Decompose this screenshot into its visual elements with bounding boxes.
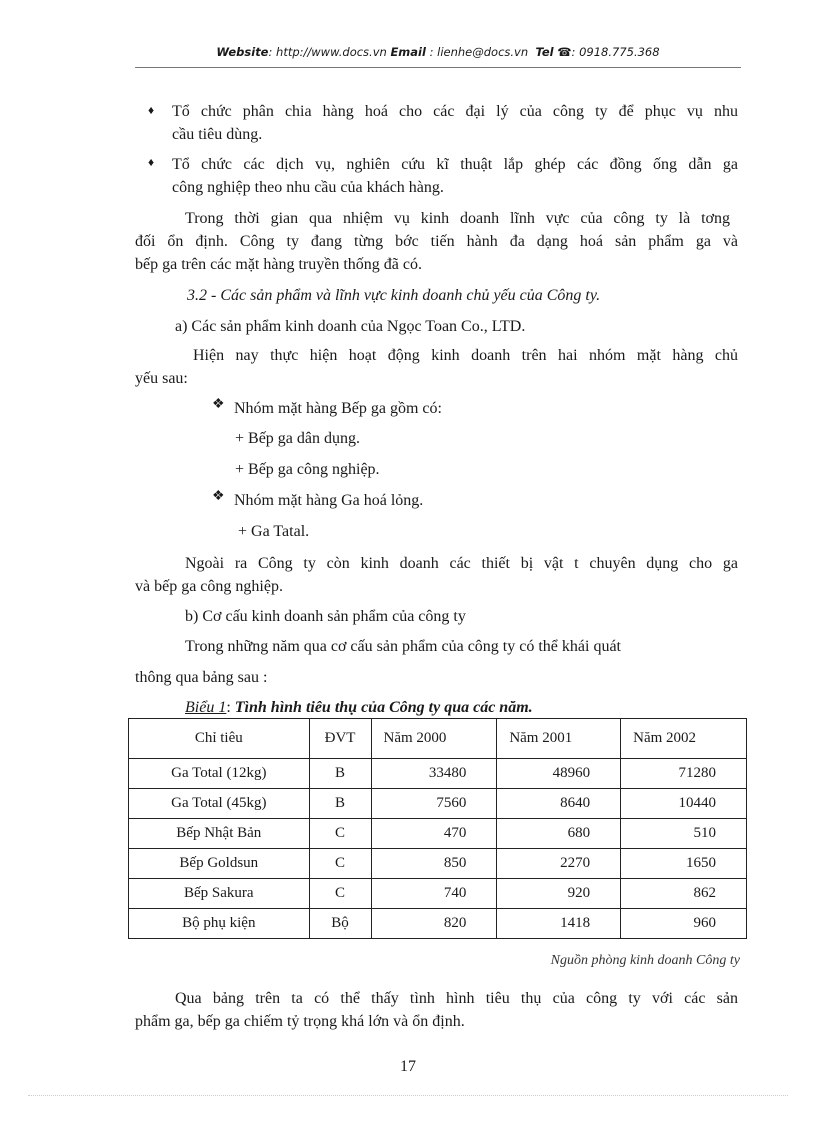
table-cell: 740 xyxy=(371,879,497,909)
diamond-cluster-icon: ❖ xyxy=(212,489,225,504)
phone-icon: ☎ xyxy=(557,45,572,59)
table-cell: 71280 xyxy=(621,759,747,789)
table-cell: 1418 xyxy=(497,909,621,939)
table-row xyxy=(129,789,747,819)
table-cell: 10440 xyxy=(621,789,747,819)
group-2-item-1: + Ga Tatal. xyxy=(238,523,310,540)
table-cell: C xyxy=(309,879,371,909)
email-label: Email xyxy=(390,45,426,59)
table-cell: 470 xyxy=(371,819,497,849)
table-cell: 33480 xyxy=(371,759,497,789)
page-number: 17 xyxy=(400,1058,416,1075)
para-2-line-2: yếu sau: xyxy=(135,370,188,387)
bullet-1-line-2: cầu tiêu dùng. xyxy=(172,126,263,143)
sub-heading-a: a) Các sản phẩm kinh doanh của Ngọc Toan Co., LTD. xyxy=(175,318,526,335)
table-cell: 850 xyxy=(371,849,497,879)
source-note: Nguồn phòng kinh doanh Công ty xyxy=(550,953,740,968)
diamond-bullet-icon: ♦ xyxy=(148,155,155,169)
group-1-label: Nhóm mặt hàng Bếp ga gồm có: xyxy=(234,400,442,417)
group-1-item-1: + Bếp ga dân dụng. xyxy=(235,430,360,447)
website-label: Website xyxy=(216,45,269,59)
footer-divider xyxy=(28,1095,788,1096)
sub-heading-b: b) Cơ cấu kinh doanh sản phẩm của công ty xyxy=(185,608,466,625)
para-5-line-2: phẩm ga, bếp ga chiếm tỷ trọng khá lớn và ổn định. xyxy=(135,1013,465,1030)
bullet-2-line-1: Tổ chức các dịch vụ, nghiên cứu kĩ thuật lắp ghép các đồng ống dẫn ga xyxy=(172,156,738,173)
table-cell: Bếp Nhật Bản xyxy=(129,819,310,849)
section-heading: 3.2 - Các sản phẩm và lĩnh vực kinh doanh chủ yếu của Công ty. xyxy=(187,287,601,304)
table-cell: Bếp Goldsun xyxy=(129,849,310,879)
para-1-line-1: Trong thời gian qua nhiệm vụ kinh doanh lĩnh vực của công ty là tơng xyxy=(185,210,730,227)
table-cell: 920 xyxy=(497,879,621,909)
table-cell: 48960 xyxy=(497,759,621,789)
email-address[interactable]: : lienhe@docs.vn xyxy=(425,45,529,59)
table-cell: 2270 xyxy=(497,849,621,879)
table-cell: 862 xyxy=(621,879,747,909)
para-1-line-3: bếp ga trên các mặt hàng truyền thống đã có. xyxy=(135,256,422,273)
table-cell: 510 xyxy=(621,819,747,849)
diamond-bullet-icon: ♦ xyxy=(148,103,155,117)
header-cell: ĐVT xyxy=(309,719,371,759)
para-4-line-2: thông qua bảng sau : xyxy=(135,669,268,686)
table-caption-colon: : xyxy=(226,699,235,716)
table-cell: Ga Total (45kg) xyxy=(129,789,310,819)
table-cell: C xyxy=(309,819,371,849)
group-2-label: Nhóm mặt hàng Ga hoá lỏng. xyxy=(234,492,424,509)
sales-table xyxy=(128,718,747,939)
table-cell: 1650 xyxy=(621,849,747,879)
group-1-item-2: + Bếp ga công nghiệp. xyxy=(235,461,380,478)
table-cell: B xyxy=(309,789,371,819)
table-row xyxy=(129,849,747,879)
header-cell: Năm 2000 xyxy=(371,719,497,759)
table-row xyxy=(129,879,747,909)
table-cell: B xyxy=(309,759,371,789)
tel-label: Tel xyxy=(535,45,554,59)
table-cell: 8640 xyxy=(497,789,621,819)
table-row xyxy=(129,759,747,789)
para-5-line-1: Qua bảng trên ta có thể thấy tình hình tiêu thụ của công ty với các sản xyxy=(175,990,738,1007)
para-4-line-1: Trong những năm qua cơ cấu sản phẩm của công ty có thể khái quát xyxy=(185,638,621,655)
page-header xyxy=(135,45,741,68)
para-2-line-1: Hiện nay thực hiện hoạt động kinh doanh trên hai nhóm mặt hàng chủ xyxy=(193,347,738,364)
table-caption-label: Biểu 1 xyxy=(185,699,227,716)
para-3-line-2: và bếp ga công nghiệp. xyxy=(135,578,283,595)
website-url[interactable]: : http://www.docs.vn xyxy=(268,45,387,59)
para-1-line-2: đối ổn định. Công ty đang từng bớc tiến hành đa dạng hoá sản phẩm ga và xyxy=(135,233,738,250)
table-cell: Bộ phụ kiện xyxy=(129,909,310,939)
table-caption xyxy=(185,697,533,719)
para-3-line-1: Ngoài ra Công ty còn kinh doanh các thiết bị vật t chuyên dụng cho ga xyxy=(185,555,738,572)
table-header-row xyxy=(129,719,747,759)
diamond-cluster-icon: ❖ xyxy=(212,397,225,412)
header-cell: Chỉ tiêu xyxy=(129,719,310,759)
bullet-1-line-1: Tổ chức phân chia hàng hoá cho các đại lý của công ty để phục vụ nhu xyxy=(172,103,738,120)
header-cell: Năm 2001 xyxy=(497,719,621,759)
table-cell: 960 xyxy=(621,909,747,939)
table-cell: C xyxy=(309,849,371,879)
table-cell: 7560 xyxy=(371,789,497,819)
table-cell: Bếp Sakura xyxy=(129,879,310,909)
table-caption-title: Tình hình tiêu thụ của Công ty qua các năm. xyxy=(234,699,533,716)
table-cell: 680 xyxy=(497,819,621,849)
table-cell: 820 xyxy=(371,909,497,939)
bullet-2-line-2: công nghiệp theo nhu cầu của khách hàng. xyxy=(172,179,444,196)
table-row xyxy=(129,819,747,849)
table-cell: Ga Total (12kg) xyxy=(129,759,310,789)
tel-number: : 0918.775.368 xyxy=(571,45,660,59)
table-row xyxy=(129,909,747,939)
header-cell: Năm 2002 xyxy=(621,719,747,759)
table-cell: Bộ xyxy=(309,909,371,939)
